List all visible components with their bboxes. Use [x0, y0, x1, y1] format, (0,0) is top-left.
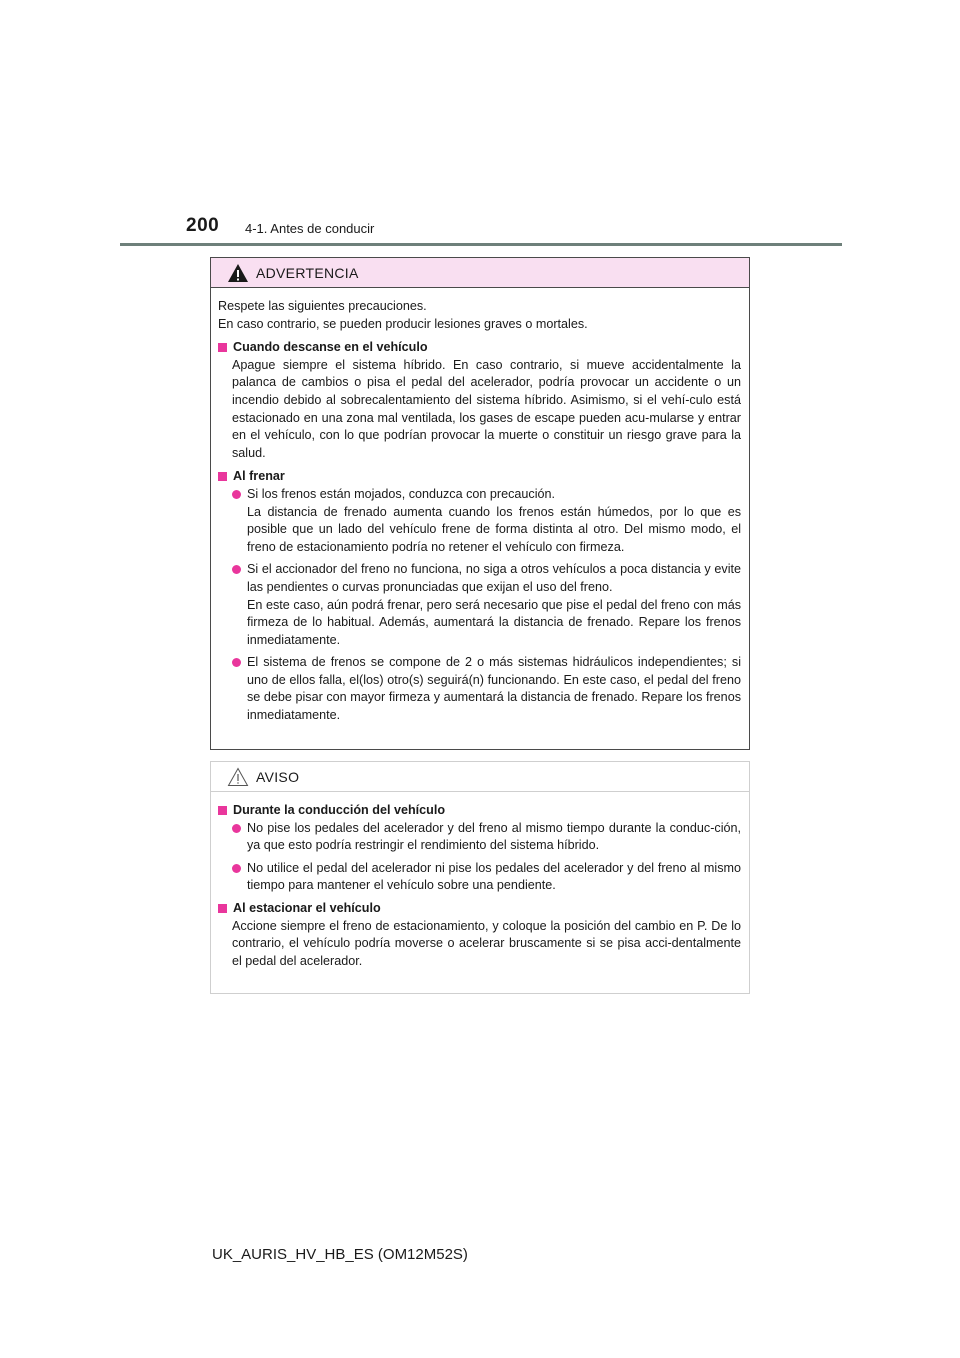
notice-body — [211, 792, 749, 970]
notice-section-driving — [218, 802, 741, 895]
document-id: UK_AURIS_HV_HB_ES (OM12M52S) — [212, 1246, 468, 1263]
page-number: 200 — [186, 215, 220, 236]
intro-line: Respete las siguientes precauciones. — [218, 299, 427, 313]
bullet-text: El sistema de frenos se compone de 2 o más sistemas hidráulicos independientes; si uno de ellos falla, el(los) otro(s) seguirá(n) funcionando. En este caso, el pedal del freno se debe pisar con mayor firmeza y aumentará la distancia de frenado. Repare los frenos inmediatamente. — [247, 655, 741, 723]
warning-header — [211, 258, 749, 288]
warning-box — [210, 257, 750, 750]
bullet-text: Si los frenos están mojados, conduzca con precaución. — [247, 486, 556, 501]
bullet-text: No pise los pedales del acelerador y del freno al mismo tiempo durante la conduc-ción, ya que esto podría restringir el rendimiento del sistema híbrido. — [247, 820, 741, 853]
section-heading-text: Cuando descanse en el vehículo — [233, 340, 428, 355]
bullet-text: Si el accionador del freno no funciona, no siga a otros vehículos a poca distancia y evite las pendientes o curvas pronunciadas que exijan el uso del freno. — [247, 562, 741, 594]
section-paragraph: Apague siempre el sistema híbrido. En caso contrario, si mueve accidentalmente la palanca de cambios o pisa el pedal del acelerador, podría provocar un accidente o un incendio debido al sobrecalentamiento del sistema híbrido. Asimismo, si el vehí-culo está estacionado en una zona mal ventilada, los gases de escape pueden acu-mularse y entrar en el vehículo, con lo que podrían provocar la muerte o constituir un riesgo grave para la salud. — [232, 357, 741, 460]
section-title: 4-1. Antes de conducir — [245, 221, 375, 236]
section-heading — [218, 339, 741, 357]
notice-header — [211, 762, 749, 792]
square-bullet-icon — [218, 472, 227, 481]
list-item — [232, 486, 741, 556]
list-item — [232, 860, 741, 895]
circle-bullet-icon — [232, 658, 241, 667]
section-heading-text: Durante la conducción del vehículo — [233, 803, 446, 817]
section-paragraph: Accione siempre el freno de estacionamiento, y coloque la posición del cambio en P. De lo contrario, el vehículo podría moverse o acelerar bruscamente si se pisa acci-dentalmente el pedal del acelerador. — [232, 918, 741, 968]
header-rule — [120, 243, 842, 246]
circle-bullet-icon — [232, 490, 241, 499]
circle-bullet-icon — [232, 565, 241, 574]
warning-section-braking — [218, 468, 741, 724]
section-heading-text: Al estacionar el vehículo — [233, 900, 381, 915]
bullet-text: En este caso, aún podrá frenar, pero será necesario que pise el pedal del freno con más firmeza de lo habitual. Además, aumentará la distancia de frenado. Repare los frenos inmediatamente. — [247, 597, 741, 647]
circle-bullet-icon — [232, 824, 241, 833]
list-item — [232, 654, 741, 724]
notice-title: AVISO — [256, 768, 300, 785]
warning-triangle-icon — [227, 263, 249, 283]
square-bullet-icon — [218, 343, 227, 352]
square-bullet-icon — [218, 806, 227, 815]
list-item — [232, 820, 741, 855]
section-heading — [218, 468, 741, 486]
warning-section-resting — [218, 339, 741, 462]
warning-body — [211, 288, 749, 725]
bullet-text: No utilice el pedal del acelerador ni pise los pedales del acelerador y del freno al mismo tiempo para mantener el vehículo sobre una pendiente. — [247, 860, 741, 893]
bullet-text: La distancia de frenado aumenta cuando los frenos están húmedos, por lo que es posible que un lado del vehículo frene de forma distinta al otro. Del mismo modo, el freno de estacionamiento podría no retener el vehículo con firmeza. — [247, 504, 741, 554]
intro-line: En caso contrario, se pueden producir lesiones graves o mortales. — [218, 316, 588, 331]
notice-section-parking — [218, 900, 741, 970]
warning-intro — [218, 298, 741, 333]
caution-triangle-outline-icon — [227, 767, 249, 787]
notice-box — [210, 761, 750, 994]
warning-title: ADVERTENCIA — [256, 264, 359, 281]
section-heading-text: Al frenar — [233, 469, 285, 484]
section-heading — [218, 802, 741, 820]
list-item — [232, 561, 741, 649]
section-heading — [218, 900, 741, 918]
square-bullet-icon — [218, 904, 227, 913]
circle-bullet-icon — [232, 864, 241, 873]
